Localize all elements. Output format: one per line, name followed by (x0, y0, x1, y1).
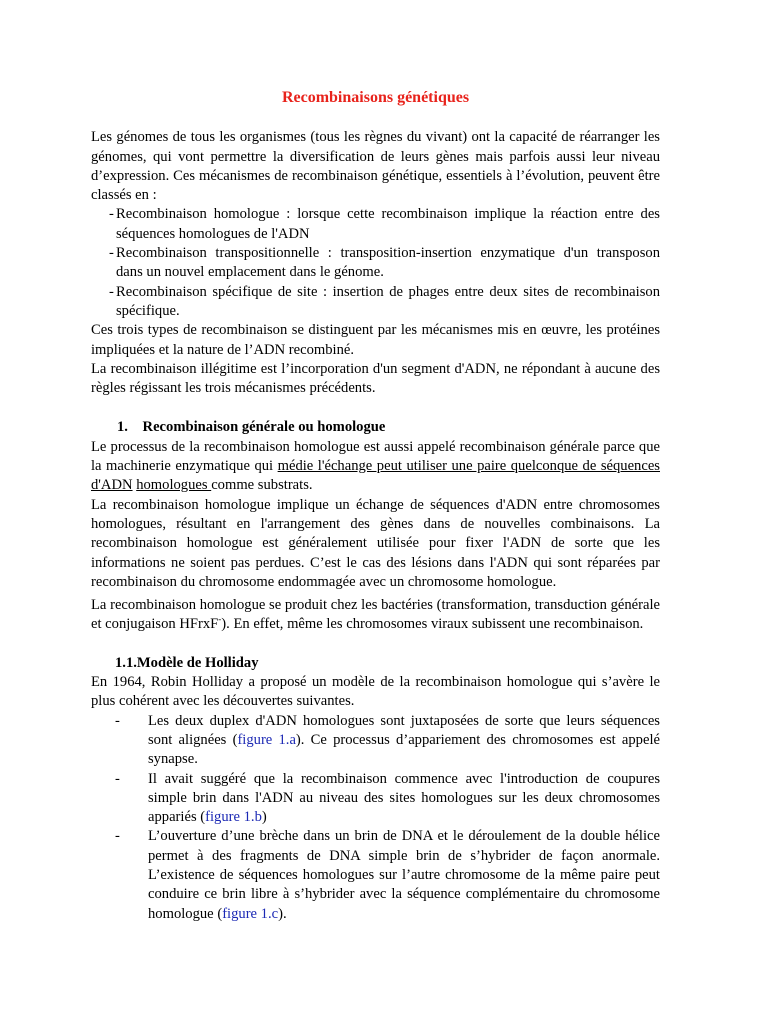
text-run: ). (278, 905, 287, 922)
section-1-paragraph-1 (91, 438, 660, 496)
text-run: ) (261, 809, 267, 826)
distinction-paragraph: Ces trois types de recombinaison se distinguent par les mécanismes mis en œuvre, les protéines impliquées et la nature de l’ADN recombiné. (91, 322, 660, 358)
underlined-text: médie l'échange peut utiliser une paire quelconque de séquences d'ADN (91, 458, 660, 494)
superscript: - (218, 614, 222, 625)
text-run: comme substrats. (211, 477, 313, 494)
illegitimate-paragraph: La recombinaison illégitime est l’incorporation d'un segment d'ADN, ne répondant à aucune des règles régissant les trois mécanismes précédents. (91, 360, 660, 397)
text-run: Les deux duplex d'ADN homologues sont juxtaposées de sorte que leurs séquences sont alignées ( (148, 712, 660, 748)
figure-link[interactable]: figure 1.a (237, 731, 296, 748)
section-1-heading: 1. Recombinaison générale ou homologue (117, 419, 386, 436)
document-content (91, 88, 660, 924)
list-item (91, 770, 660, 828)
section-1-1-intro: En 1964, Robin Holliday a proposé un modèle de la recombinaison homologue qui s’avère le plus cohérent avec les découvertes suivantes. (91, 674, 660, 710)
list-item: - Recombinaison spécifique de site : insertion de phages entre deux sites de recombinaison spécifique. (91, 283, 660, 322)
document-title: Recombinaisons génétiques (281, 89, 470, 106)
text-run: ). Ce processus d’appariement des chromosomes est appelé synapse. (148, 731, 660, 768)
recombination-types-list (91, 205, 660, 321)
list-item (91, 712, 660, 770)
list-item: - Recombinaison homologue : lorsque cette recombinaison implique la réaction entre des séquences homologues de l'ADN (91, 205, 660, 244)
figure-link[interactable]: figure 1.b (205, 809, 262, 826)
section-1-paragraph-2: La recombinaison homologue implique un échange de séquences d'ADN entre chromosomes homologues, résultant en l'arrangement des gènes dans de nouvelles combinaisons. La recombinaison homologue est généralement utilisée pour fixer l'ADN de sorte que les informations ne soient pas perdues. C’est le cas des lésions dans l'ADN qui sont réparées par recombinaison du chromosome endommagée avec un chromosome homologue. (91, 496, 660, 590)
section-1-paragraph-3 (91, 596, 660, 635)
text-run: L’ouverture d’une brèche dans un brin de DNA et le déroulement de la double hélice permet à des fragments de DNA simple brin de s’hybrider de façon anormale. L’existence de séquences homologues sur l’autre chromosome de la même paire peut conduire ce brin libre à s’hybrider avec la séquence complémentaire du chromosome homologue ( (148, 828, 660, 922)
text-run: ). En effet, même les chromosomes viraux subissent une recombinaison. (221, 616, 644, 633)
section-1-1-heading: 1.1.Modèle de Holliday (115, 654, 259, 671)
intro-paragraph: Les génomes de tous les organismes (tous les règnes du vivant) ont la capacité de réarranger les génomes, qui vont permettre la diversification de leurs gènes mais parfois aussi leur niveau d’expression. Ces mécanismes de recombinaison génétique, essentiels à l’évolution, peuvent être classés en : (91, 129, 660, 204)
figure-link[interactable]: figure 1.c (222, 905, 279, 922)
text-run: Le processus de la recombinaison homologue est aussi appelé recombinaison générale parce que la machinerie enzymatique qui (91, 438, 660, 475)
list-item (91, 827, 660, 923)
text-run: Il avait suggéré que la recombinaison commence avec l'introduction de coupures simple brin dans l'ADN au niveau des sites homologues sur les deux chromosomes appariés ( (148, 770, 660, 826)
underlined-text: homologues (136, 477, 212, 494)
holliday-list (91, 712, 660, 924)
list-item: - Recombinaison transpositionnelle : transposition-insertion enzymatique d'un transposon dans un nouvel emplacement dans le génome. (91, 244, 660, 283)
text-run: La recombinaison homologue se produit chez les bactéries (transformation, transduction générale et conjugaison HFrxF (91, 597, 660, 633)
